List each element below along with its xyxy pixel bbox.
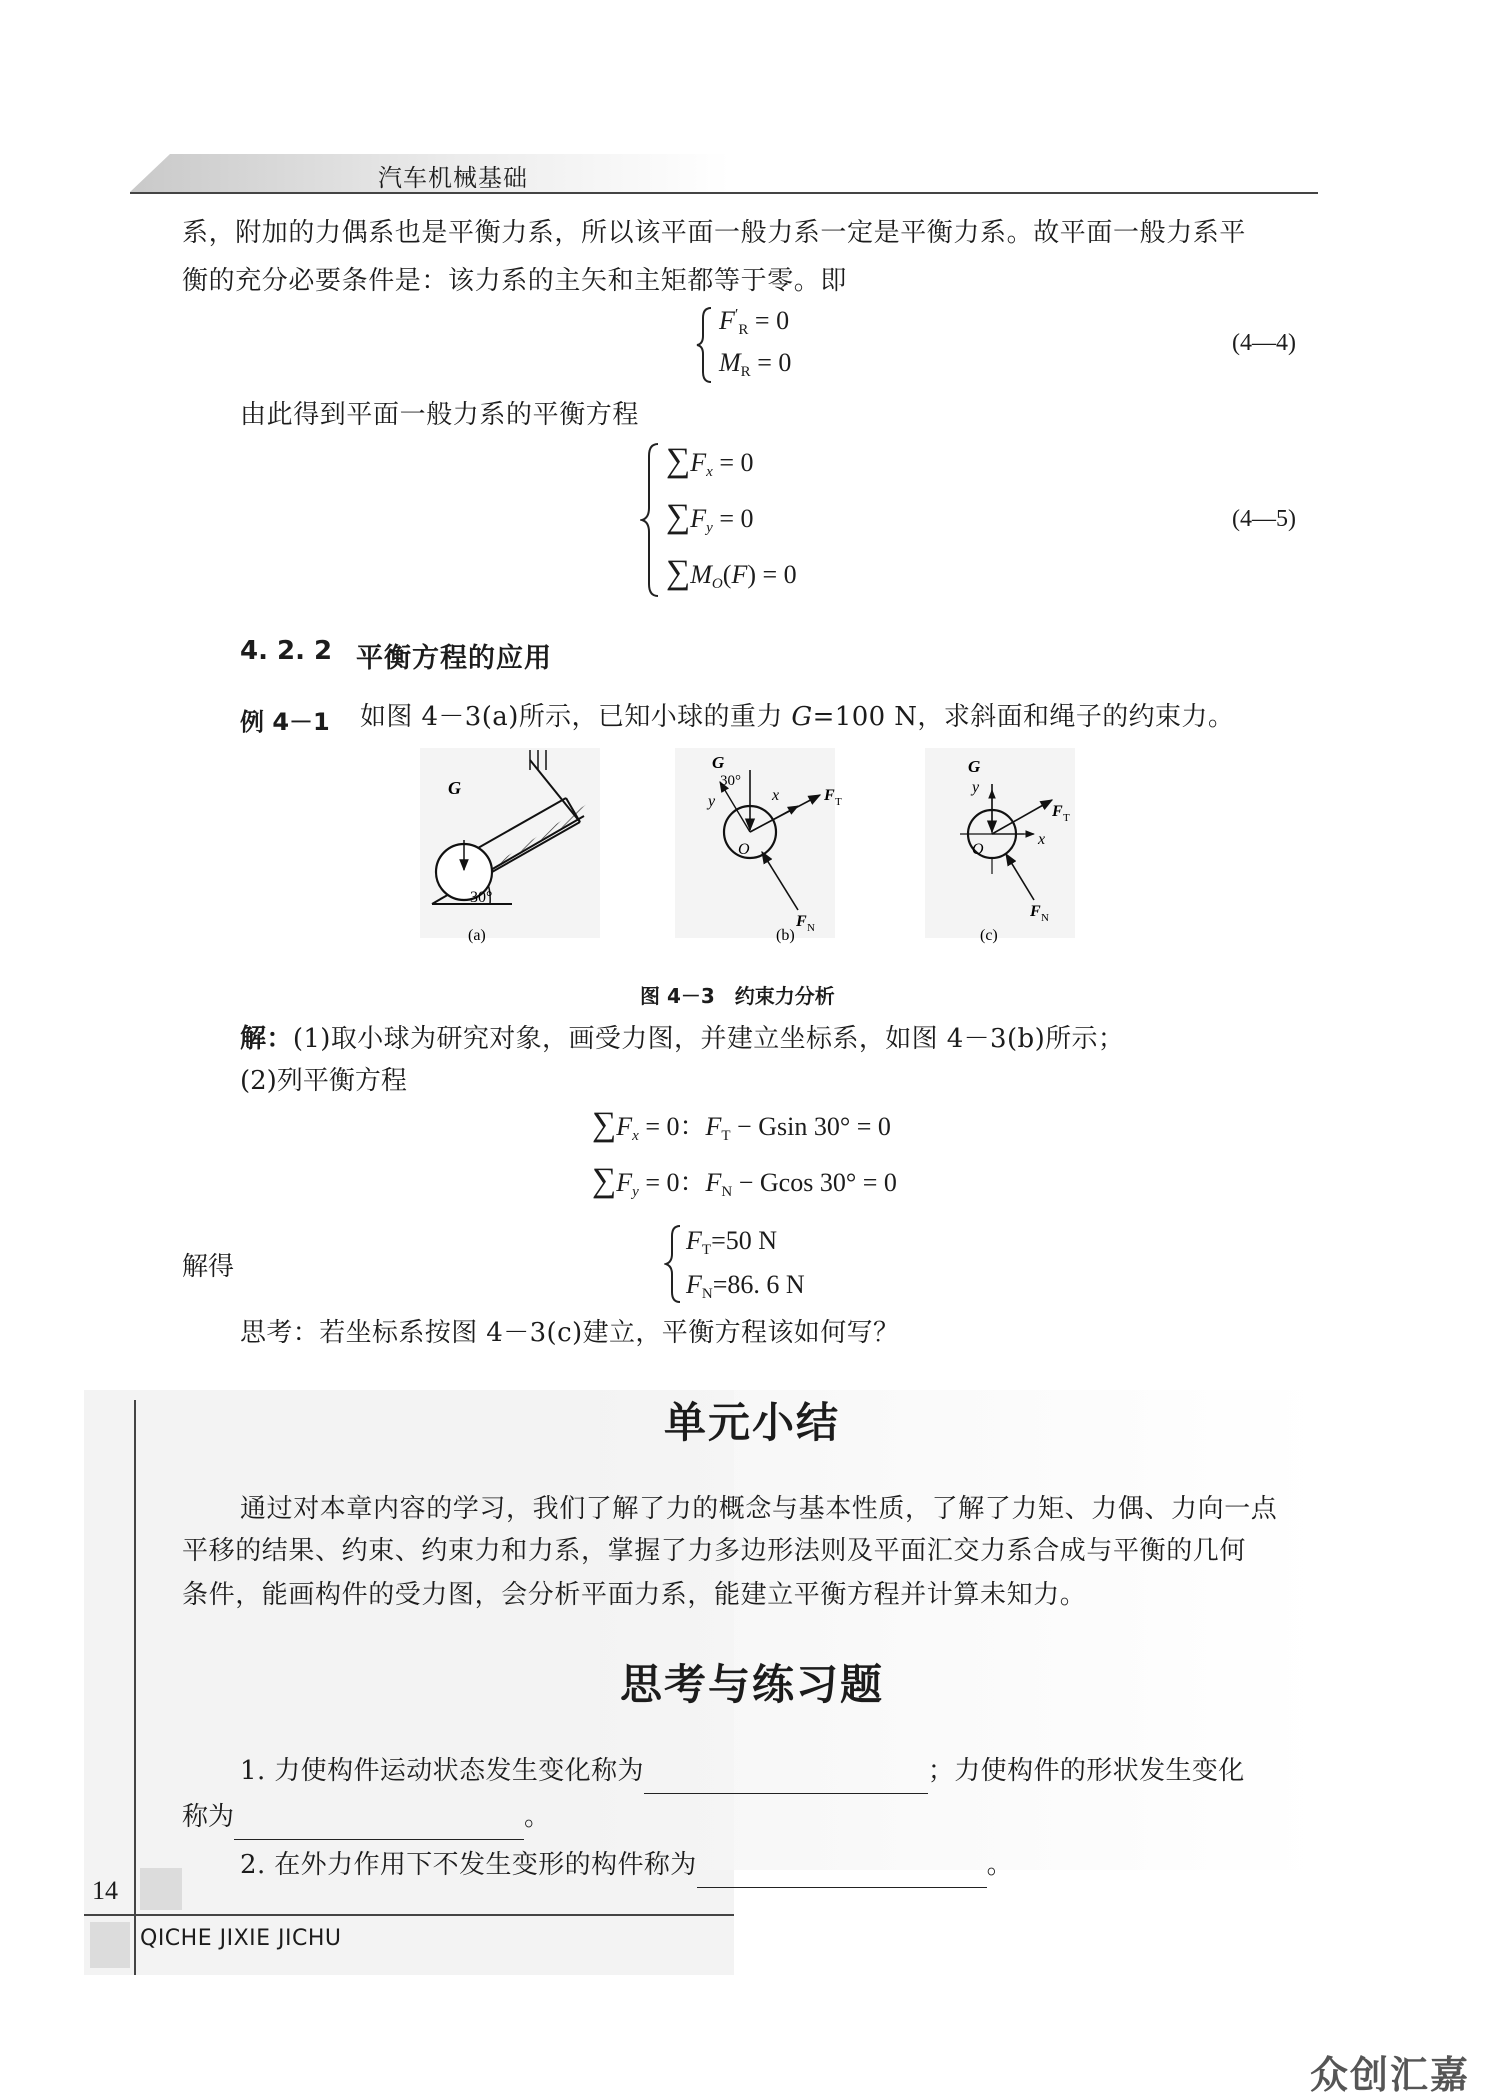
brace-icon — [664, 1220, 684, 1308]
result-label: 解得 — [182, 1252, 235, 1282]
equation-number-4-5: (4—5) — [1232, 506, 1296, 532]
example-text: 如图 4－3(a)所示，已知小球的重力 G=100 N，求斜面和绳子的约束力。 — [360, 702, 1235, 732]
solution-step-1: 解：(1)取小球为研究对象，画受力图，并建立坐标系，如图 4－3(b)所示； — [240, 1024, 1125, 1054]
fig-c-x-label: x — [1038, 831, 1046, 848]
page-number-box — [140, 1868, 182, 1910]
equation-number-4-4: (4—4) — [1232, 330, 1296, 356]
fig-b-ft-sub: T — [835, 796, 842, 808]
solution-step-2: (2)列平衡方程 — [240, 1066, 407, 1096]
brace-icon — [695, 304, 715, 386]
intro-line-2: 衡的充分必要条件是：该力系的主矢和主矩都等于零。即 — [182, 266, 848, 296]
solution-equation-1: $\sum F_x = 0$：$F_T - Gsin$ 30° = 0 — [592, 1106, 891, 1144]
fig-b-x-label: x — [772, 787, 780, 804]
side-rule-vertical — [134, 1400, 136, 1975]
exercise-1-blank-1[interactable] — [644, 1763, 928, 1794]
watermark-logo: 众创汇嘉 — [1310, 2053, 1471, 2097]
fig-b-fn-sub: N — [807, 922, 815, 934]
result-system — [664, 1220, 884, 1308]
think-question: 思考：若坐标系按图 4－3(c)建立，平衡方程该如何写？ — [240, 1318, 900, 1348]
footer-box — [90, 1922, 130, 1968]
brace-icon — [640, 440, 662, 600]
fig-c-y-label: y — [972, 779, 980, 796]
header-banner — [130, 152, 1318, 194]
figure-4-3 — [420, 740, 1100, 960]
equation-4-4 — [695, 304, 915, 386]
header-title: 汽车机械基础 — [378, 164, 528, 192]
fig-a-caption: (a) — [468, 927, 486, 944]
fig-c-ft-label: F — [1052, 803, 1063, 820]
equation-4-5 — [640, 440, 900, 600]
example-label: 例 4－1 — [240, 708, 330, 736]
summary-line-3: 条件，能画构件的受力图，会分析平面力系，能建立平衡方程并计算未知力。 — [182, 1580, 1087, 1610]
fig-c-caption: (c) — [980, 927, 998, 944]
eq45-row-1: $\sum F_x = 0$ — [666, 442, 754, 480]
fig-b-caption: (b) — [776, 927, 795, 944]
result-ft: $F_T=50$ N — [686, 1226, 778, 1258]
fig-b-o-label: O — [738, 841, 750, 858]
page-number: 14 — [92, 1876, 118, 1905]
fig-c-ft-sub: T — [1063, 812, 1070, 824]
fig-b-fn-label: F — [796, 913, 807, 930]
footer-pinyin: QICHE JIXIE JICHU — [140, 1926, 342, 1951]
summary-title: 单元小结 — [664, 1398, 841, 1447]
fig-a-angle-label: 30° — [470, 889, 493, 906]
figure-diagram — [420, 740, 1100, 960]
result-fn: $F_N=86$. 6 N — [686, 1270, 805, 1302]
fig-a-g-label: G — [448, 778, 461, 798]
fig-b-ft-label: F — [824, 787, 835, 804]
summary-line-1: 通过对本章内容的学习，我们了解了力的概念与基本性质，了解了力矩、力偶、力向一点 — [240, 1494, 1278, 1524]
fig-b-g-label: G — [712, 753, 725, 772]
eq45-row-3: $\sum M_O(F) = 0$ — [666, 554, 797, 592]
fig-c-fn-label: F — [1030, 903, 1041, 920]
exercises-title: 思考与练习题 — [620, 1660, 885, 1709]
summary-line-2: 平移的结果、约束、约束力和力系，掌握了力多边形法则及平面汇交力系合成与平衡的几何 — [182, 1536, 1247, 1566]
eq44-row-2: $M_R = 0$ — [719, 348, 792, 380]
eq44-row-1: $F'_R = 0$ — [719, 306, 790, 338]
fig-b-y-label: y — [708, 793, 716, 810]
solution-equation-2: $\sum F_y = 0$：$F_N - Gcos$ 30° = 0 — [592, 1162, 897, 1200]
fig-b-angle-label: 30° — [720, 773, 741, 789]
exercise-2-blank[interactable] — [697, 1857, 987, 1888]
fig-c-o-label: O — [972, 841, 984, 858]
exercise-1-line-1: 1. 力使构件运动状态发生变化称为 ；力使构件的形状发生变化 — [240, 1748, 1245, 1794]
exercise-1-blank-2[interactable] — [234, 1809, 524, 1840]
eq45-row-2: $\sum F_y = 0$ — [666, 498, 754, 536]
fig-c-g-label: G — [968, 757, 981, 776]
footer-rule — [84, 1914, 734, 1916]
intro-line-1: 系，附加的力偶系也是平衡力系，所以该平面一般力系一定是平衡力系。故平面一般力系平 — [182, 218, 1247, 248]
fig-c-fn-sub: N — [1041, 912, 1049, 924]
balance-intro: 由此得到平面一般力系的平衡方程 — [240, 400, 640, 430]
section-number: 4. 2. 2 — [240, 636, 333, 666]
exercise-1-line-2: 称为 。 — [182, 1794, 550, 1840]
header-banner-shape — [130, 152, 1318, 194]
exercise-2: 2. 在外力作用下不发生变形的构件称为 。 — [240, 1842, 1013, 1888]
section-title: 平衡方程的应用 — [356, 643, 552, 674]
figure-caption: 图 4－3 约束力分析 — [640, 984, 835, 1008]
